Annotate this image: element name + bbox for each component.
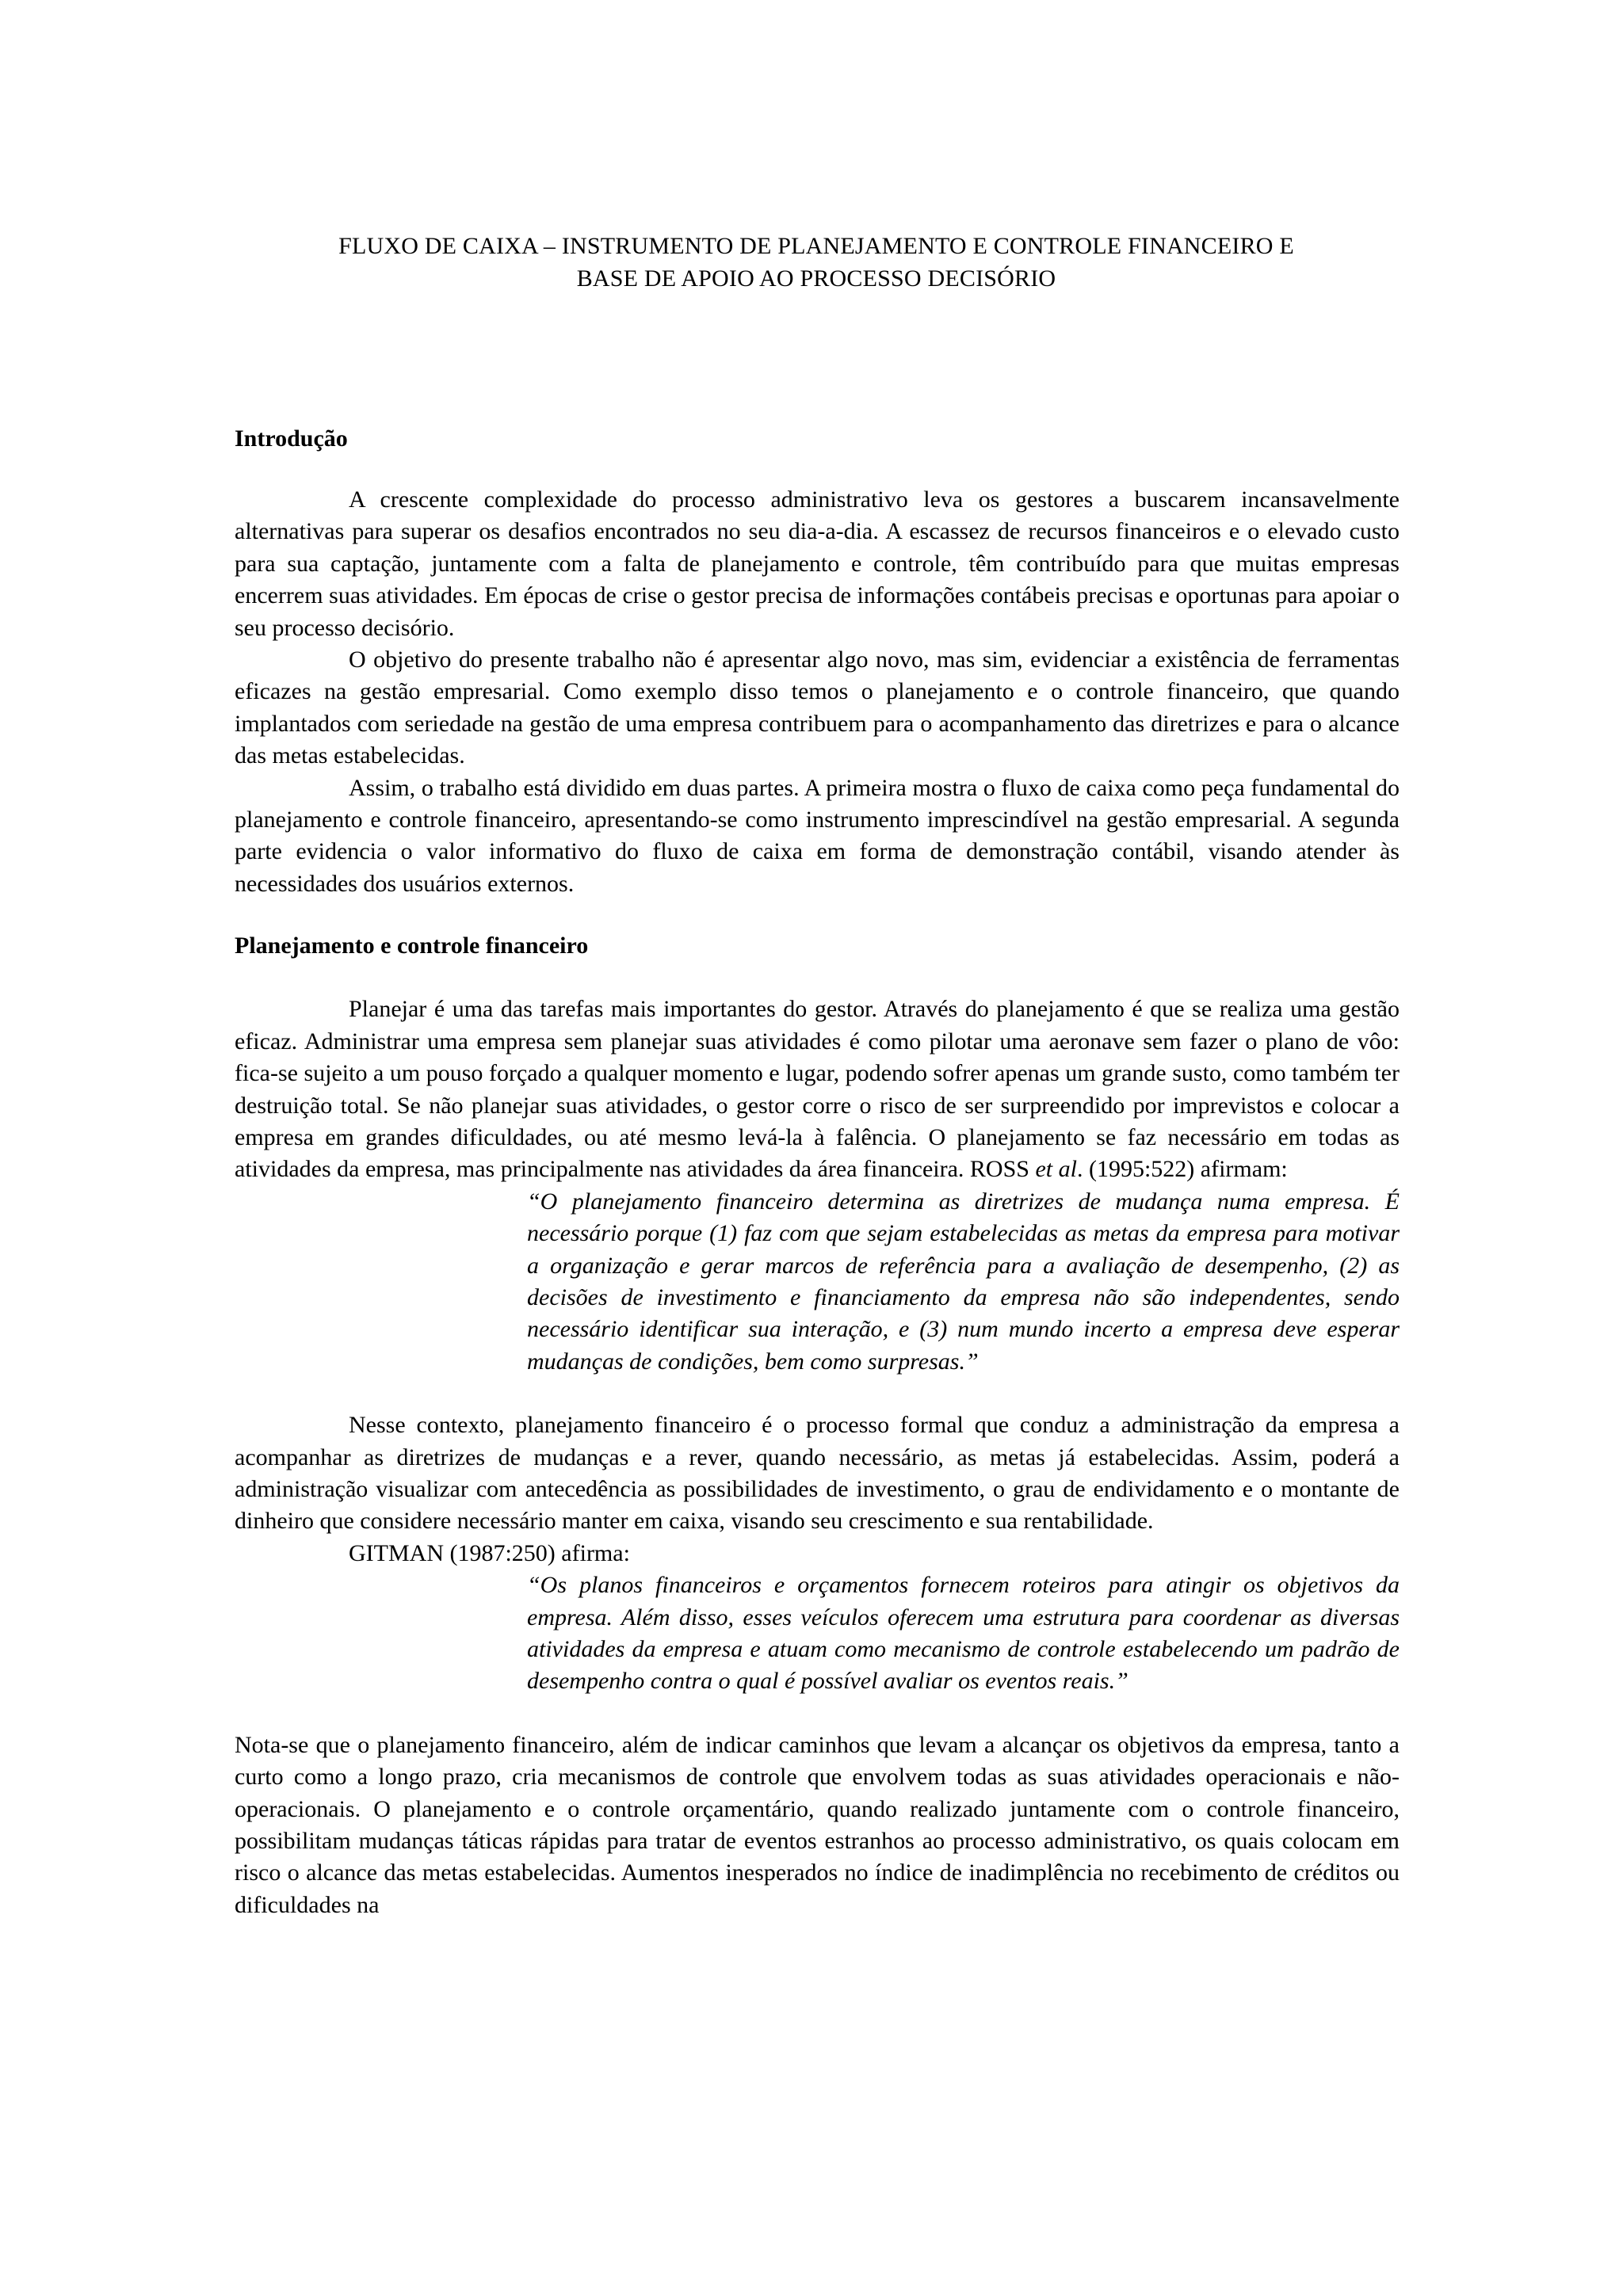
planning-paragraph-1	[235, 994, 1400, 1185]
planning-paragraph-1-end: . (1995:522) afirmam:	[1076, 1156, 1288, 1183]
planning-paragraph-2: Nesse contexto, planejamento financeiro é o processo formal que conduz a administração da empresa a acompanhar as diretrizes de mudanças e a rever, quando necessário, as metas já estabelecidas. Assim, poderá a administração visualizar com antecedência as possibilidades de investimento, o grau de endividamento e o montante de dinheiro que considere necessário manter em caixa, visando seu crescimento e sua rentabilidade.	[235, 1412, 1400, 1535]
section-heading-introduction: Introdução	[235, 425, 348, 452]
intro-paragraph-3: Assim, o trabalho está dividido em duas partes. A primeira mostra o fluxo de caixa como peça fundamental do planejamento e controle financeiro, apresentando-se como instrumento imprescindível na gestão empresarial. A segunda parte evidencia o valor informativo do fluxo de caixa em forma de demonstração contábil, visando atender às necessidades dos usuários externos.	[235, 774, 1400, 897]
document-title	[230, 230, 1403, 295]
intro-paragraph-1: A crescente complexidade do processo administrativo leva os gestores a buscarem incansavelmente alternativas para superar os desafios encontrados no seu dia-a-dia. A escassez de recursos financeiros e o elevado custo para sua captação, juntamente com a falta de planejamento e controle, têm contribuído para que muitas empresas encerrem suas atividades. Em épocas de crise o gestor precisa de informações contábeis precisas e oportunas para apoiar o seu processo decisório.	[235, 486, 1400, 641]
document-body	[235, 423, 1400, 1921]
intro-paragraph-2: O objetivo do presente trabalho não é apresentar algo novo, mas sim, evidenciar a existência de ferramentas eficazes na gestão empresarial. Como exemplo disso temos o planejamento e o controle financeiro, que quando implantados com seriedade na gestão de uma empresa contribuem para o acompanhamento das diretrizes e para o alcance das metas estabelecidas.	[235, 646, 1400, 769]
title-line-2: BASE DE APOIO AO PROCESSO DECISÓRIO	[576, 265, 1056, 292]
title-line-1: FLUXO DE CAIXA – INSTRUMENTO DE PLANEJAMENTO E CONTROLE FINANCEIRO E	[338, 233, 1294, 259]
citation-et-al: et al	[1035, 1156, 1077, 1183]
planning-paragraph-4: Nota-se que o planejamento financeiro, além de indicar caminhos que levam a alcançar os objetivos da empresa, tanto a curto como a longo prazo, cria mecanismos de controle que envolvem todas as suas atividades operacionais e não-operacionais. O planejamento e o controle orçamentário, quando realizado juntamente com o controle financeiro, possibilitam mudanças táticas rápidas para tratar de eventos estranhos ao processo administrativo, os quais colocam em risco o alcance das metas estabelecidas. Aumentos inesperados no índice de inadimplência no recebimento de créditos ou dificuldades na	[235, 1731, 1400, 1918]
planning-paragraph-1-main: Planejar é uma das tarefas mais importantes do gestor. Através do planejamento é que se realiza uma gestão eficaz. Administrar uma empresa sem planejar suas atividades é como pilotar uma aeronave sem fazer o plano de vôo: fica-se sujeito a um pouso forçado a qualquer momento e lugar, podendo sofrer apenas um grande susto, como também ter destruição total. Se não planejar suas atividades, o gestor corre o risco de ser surpreendido por imprevistos e colocar a empresa em grandes dificuldades, ou até mesmo levá-la à falência. O planejamento se faz necessário em todas as atividades da empresa, mas principalmente nas atividades da área financeira. ROSS	[235, 996, 1400, 1183]
section-heading-planning: Planejamento e controle financeiro	[235, 933, 589, 959]
planning-paragraph-3: GITMAN (1987:250) afirma:	[349, 1539, 630, 1566]
block-quote-gitman: “Os planos financeiros e orçamentos fornecem roteiros para atingir os objetivos da empresa. Além disso, esses veículos oferecem uma estrutura para coordenar as diversas atividades da empresa e atuam como mecanismo de controle estabelecendo um padrão de desempenho contra o qual é possível avaliar os eventos reais.”	[527, 1572, 1400, 1695]
block-quote-ross: “O planejamento financeiro determina as diretrizes de mudança numa empresa. É necessário porque (1) faz com que sejam estabelecidas as metas da empresa para motivar a organização e gerar marcos de referência para a avaliação de desempenho, (2) as decisões de investimento e financiamento da empresa não são independentes, sendo necessário identificar sua interação, e (3) num mundo incerto a empresa deve esperar mudanças de condições, bem como surpresas.”	[527, 1188, 1400, 1375]
